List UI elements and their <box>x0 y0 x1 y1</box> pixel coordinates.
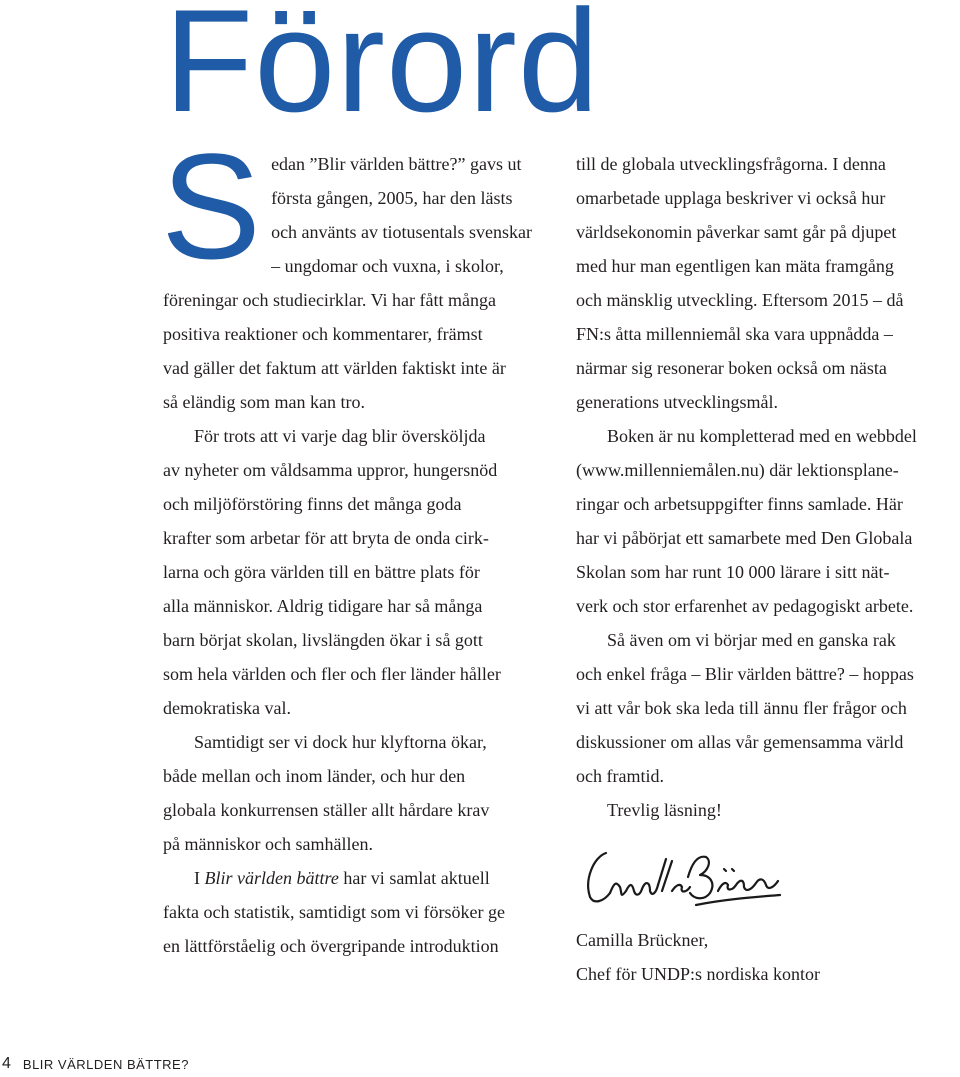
text-line: med hur man egentligen kan mäta framgång <box>576 256 894 276</box>
signer-title: Chef för UNDP:s nordiska kontor <box>576 964 820 984</box>
text-line: FN:s åtta millenniemål ska vara uppnådda – <box>576 324 893 344</box>
text-line: närmar sig resonerar boken också om nästa <box>576 358 887 378</box>
text-line: Skolan som har runt 10 000 lärare i sitt nät- <box>576 562 890 582</box>
body-paragraph <box>163 861 548 963</box>
book-title: Blir världen bättre <box>204 868 339 888</box>
right-column <box>576 147 958 991</box>
text-line: Boken är nu kompletterad med en webbdel <box>607 426 917 446</box>
text-line: vad gäller det faktum att världen faktiskt inte är <box>163 358 506 378</box>
signer-block <box>576 923 958 991</box>
text-line: krafter som arbetar för att bryta de onda cirk- <box>163 528 489 548</box>
text-line: och framtid. <box>576 766 664 786</box>
running-head: BLIR VÄRLDEN BÄTTRE? <box>22 1056 189 1072</box>
page-title: Förord <box>164 0 601 142</box>
text-line: demokratiska val. <box>163 698 291 718</box>
body-paragraph <box>576 147 958 419</box>
text-line: både mellan och inom länder, och hur den <box>163 766 466 786</box>
text-line: Trevlig läsning! <box>607 800 722 820</box>
text-line: globala konkurrensen ställer allt hårdare krav <box>163 800 490 820</box>
text-line: och miljöförstöring finns det många goda <box>163 494 462 514</box>
text-fragment: har vi samlat aktuell <box>338 868 490 888</box>
text-line: generations utvecklingsmål. <box>576 392 778 412</box>
text-line: första gången, 2005, har den lästs <box>271 188 513 208</box>
page-number: 4 <box>2 1055 11 1072</box>
text-line: av nyheter om våldsamma uppror, hungersnöd <box>163 460 498 480</box>
text-line: som hela världen och fler och fler länder håller <box>163 664 501 684</box>
text-line: (www.millenniemålen.nu) där lektionsplane- <box>576 460 899 480</box>
text-line: positiva reaktioner och kommentarer, främst <box>163 324 483 344</box>
text-line: till de globala utvecklingsfrågorna. I denna <box>576 154 886 174</box>
signer-name: Camilla Brückner, <box>576 930 709 950</box>
body-paragraph <box>163 725 548 861</box>
text-line: och använts av tiotusentals svenskar <box>271 222 533 242</box>
body-paragraph <box>576 623 958 793</box>
text-line: och enkel fråga – Blir världen bättre? – hoppas <box>576 664 914 684</box>
text-line: på människor och samhällen. <box>163 834 373 854</box>
text-line: edan ”Blir världen bättre?” gavs ut <box>271 154 522 174</box>
text-line: barn börjat skolan, livslängden ökar i så gott <box>163 630 483 650</box>
body-paragraph <box>163 419 548 725</box>
text-line: har vi påbörjat ett samarbete med Den Globala <box>576 528 913 548</box>
signature-image <box>576 839 786 919</box>
text-line: vi att vår bok ska leda till ännu fler frågor och <box>576 698 907 718</box>
text-line: omarbetade upplaga beskriver vi också hur <box>576 188 886 208</box>
text-line: och mänsklig utveckling. Eftersom 2015 – då <box>576 290 904 310</box>
text-line: diskussioner om allas vår gemensamma värld <box>576 732 904 752</box>
text-line: Så även om vi börjar med en ganska rak <box>607 630 896 650</box>
closing-line <box>576 793 958 827</box>
text-line: föreningar och studiecirklar. Vi har fått många <box>163 290 496 310</box>
text-line: världsekonomin påverkar samt går på djupet <box>576 222 897 242</box>
text-fragment: I <box>194 868 205 888</box>
text-line: så eländig som man kan tro. <box>163 392 365 412</box>
text-line: För trots att vi varje dag blir översköljda <box>194 426 486 446</box>
text-line: fakta och statistik, samtidigt som vi försöker ge <box>163 902 505 922</box>
left-column <box>161 122 548 963</box>
page-footer <box>0 1052 189 1076</box>
text-line: alla människor. Aldrig tidigare har så många <box>163 596 483 616</box>
text-line: Samtidigt ser vi dock hur klyftorna ökar, <box>194 732 487 752</box>
text-line: larna och göra världen till en bättre plats för <box>163 562 480 582</box>
body-paragraph <box>576 419 958 623</box>
text-line: – ungdomar och vuxna, i skolor, <box>271 256 504 276</box>
text-line: ringar och arbetsuppgifter finns samlade. Här <box>576 494 903 514</box>
drop-cap: S <box>161 122 262 290</box>
text-line <box>163 861 548 895</box>
text-line: verk och stor erfarenhet av pedagogiskt arbete. <box>576 596 914 616</box>
text-line: en lättförståelig och övergripande introduktion <box>163 936 499 956</box>
intro-paragraph <box>161 122 548 419</box>
